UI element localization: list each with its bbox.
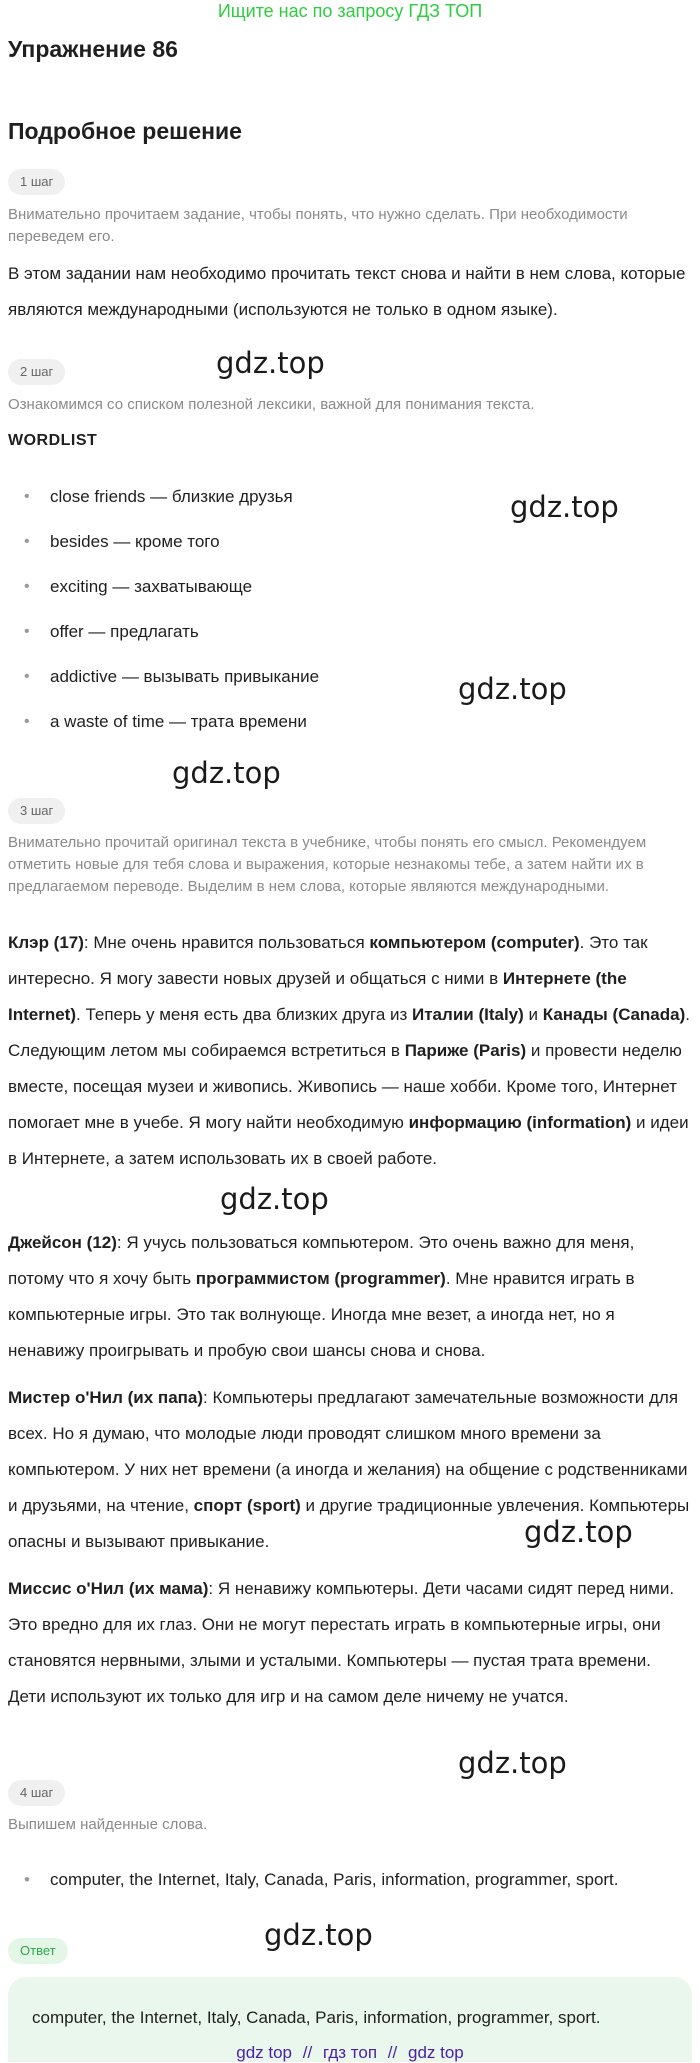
wordlist-title: WORDLIST — [8, 432, 98, 449]
watermark: gdz.top — [524, 1515, 633, 1549]
step-4-badge: 4 шаг — [8, 1780, 65, 1806]
watermark: gdz.top — [264, 1918, 373, 1952]
watermark: gdz.top — [216, 346, 325, 380]
highlighted-term: Италии (Italy) — [412, 1005, 524, 1024]
step-4-note: Выпишем найденные слова. — [8, 1816, 208, 1833]
highlighted-term: Мистер о'Нил (их папа) — [8, 1388, 204, 1407]
footer-links — [0, 2043, 700, 2063]
watermark: gdz.top — [458, 1746, 567, 1780]
highlighted-term: информацию (information) — [408, 1113, 632, 1132]
page-title: Упражнение 86 — [8, 36, 178, 62]
text-run: : Я ненавижу компьютеры. Дети часами сидят перед ними. Это вредно для их глаз. Они не могут перестать играть в компьютерные игры, они становятся нервными, злыми и усталыми. Компьютеры — пустая трата времени. Дети используют их только для игр и на самом деле ничему не учатся. — [8, 1579, 675, 1706]
text-run: и идеи в Интернете, а затем использовать их в своей работе. — [8, 1113, 689, 1168]
text-run: . Мне нравится играть в компьютерные игры. Это так волнующе. Иногда мне везет, а иногда нет, но я ненавижу проигрывать и пробую свои шансы снова и снова. — [8, 1269, 635, 1360]
footer-link[interactable]: гдз топ — [322, 2043, 378, 2062]
list-item: • a waste of time — трата времени — [22, 701, 682, 746]
answer-text: computer, the Internet, Italy, Canada, Paris, information, programmer, sport. — [32, 2008, 601, 2027]
watermark: gdz.top — [172, 756, 281, 790]
answer-badge: Ответ — [8, 1938, 68, 1964]
highlighted-term: Интернете (the Internet) — [8, 969, 627, 1024]
text-run: . Это так интересно. Я могу завести новых друзей и общаться с ними в — [8, 933, 648, 988]
highlighted-term: Париже (Paris) — [404, 1041, 527, 1060]
step-2-note: Ознакомимся со списком полезной лексики, важной для понимания текста. — [8, 396, 535, 413]
highlighted-term: программистом (programmer) — [195, 1269, 446, 1288]
step-1-badge: 1 шаг — [8, 169, 65, 195]
search-banner[interactable]: Ищите нас по запросу ГДЗ ТОП — [217, 1, 483, 21]
paragraph-mrs-oneil — [8, 1571, 693, 1715]
highlighted-term: Джейсон (12) — [8, 1233, 117, 1252]
text-run: и провести неделю вместе, посещая музеи и живопись. Живопись — наше хобби. Кроме того, Интернет помогает мне в учебе. Я могу найти необходимую — [8, 1041, 682, 1132]
text-run: и другие традиционные увлечения. Компьютеры опасны и вызывают привыкание. — [8, 1496, 690, 1551]
section-title: Подробное решение — [8, 118, 242, 144]
text-run: : Я учусь пользоваться компьютером. Это очень важно для меня, потому что я хочу быть — [8, 1233, 635, 1288]
list-item: • close friends — близкие друзья — [22, 476, 682, 521]
paragraph-jason — [8, 1225, 693, 1369]
footer-link[interactable]: gdz top — [236, 2043, 292, 2062]
highlighted-term: Клэр (17) — [8, 933, 84, 952]
watermark: gdz.top — [220, 1182, 329, 1216]
text-run: . Теперь у меня есть два близких друга из — [76, 1005, 413, 1024]
text-run: . Следующим летом мы собираемся встретиться в — [8, 1005, 690, 1060]
list-item: • computer, the Internet, Italy, Canada, Paris, information, programmer, sport. — [22, 1862, 692, 1898]
highlighted-term: Канады (Canada) — [542, 1005, 686, 1024]
list-item: • addictive — вызывать привыкание — [22, 656, 682, 701]
text-run: и — [523, 1005, 543, 1024]
footer-separator: // — [387, 2043, 398, 2062]
watermark: gdz.top — [458, 672, 567, 706]
highlighted-term: Миссис о'Нил (их мама) — [8, 1579, 209, 1598]
footer-link[interactable]: gdz top — [407, 2043, 464, 2062]
list-item: • exciting — захватывающе — [22, 566, 682, 611]
step-3-note: Внимательно прочитай оригинал текста в учебнике, чтобы понять его смысл. Рекомендуем отметить новые для тебя слова и выражения, которые незнакомы тебе, а затем найти их в предлагаемом переводе. Выделим в нем слова, которые являются международными. — [8, 834, 647, 895]
step-1-note: Внимательно прочитаем задание, чтобы понять, что нужно сделать. При необходимости переведем его. — [8, 206, 628, 245]
step-1-text: В этом задании нам необходимо прочитать текст снова и найти в нем слова, которые являются международными (используются не только в одном языке). — [8, 264, 686, 319]
footer-separator: // — [302, 2043, 313, 2062]
highlighted-term: спорт (sport) — [193, 1496, 301, 1515]
step-3-badge: 3 шаг — [8, 798, 65, 824]
list-item: • offer — предлагать — [22, 611, 682, 656]
text-run: : Мне очень нравится пользоваться — [83, 933, 370, 952]
text-run: : Компьютеры предлагают замечательные возможности для всех. Но я думаю, что молодые люди проводят слишком много времени за компьютером. У них нет времени (а иногда и желания) на общение с родственниками и друзьями, на чтение, — [8, 1388, 688, 1515]
list-item: • besides — кроме того — [22, 521, 682, 566]
paragraph-claire — [8, 925, 693, 1177]
highlighted-term: компьютером (computer) — [369, 933, 580, 952]
step-2-badge: 2 шаг — [8, 359, 65, 385]
watermark: gdz.top — [510, 490, 619, 524]
found-words-list — [22, 1862, 692, 1898]
